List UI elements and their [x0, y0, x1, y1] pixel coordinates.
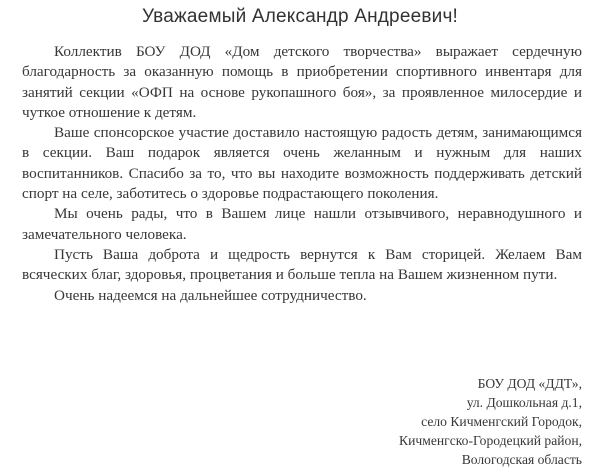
paragraph-appreciation: Мы очень рады, что в Вашем лице нашли отзывчивого, неравнодушного и замечательного человека.	[22, 205, 582, 243]
sender-village: село Кичменгский Городок,	[421, 414, 582, 429]
letter-body	[22, 42, 582, 306]
sender-signature-block	[399, 374, 582, 469]
paragraph-gratitude: Коллектив БОУ ДОД «Дом детского творчества» выражает сердечную благодарность за оказанную помощь в приобретении спортивного инвентаря для занятий секции «ОФП на основе рукопашного боя», за проявленное милосердие и чуткое отношение к детям.	[22, 43, 582, 121]
letter-greeting: Уважаемый Александр Андреевич!	[141, 6, 459, 27]
sender-street: ул. Дошкольная д.1,	[466, 395, 582, 410]
paragraph-cooperation: Очень надеемся на дальнейшее сотрудничество.	[54, 286, 367, 304]
sender-region: Вологодская область	[461, 452, 582, 467]
sender-district: Кичменгско-Городецкий район,	[399, 433, 582, 448]
paragraph-wishes: Пусть Ваша доброта и щедрость вернутся к Вам сторицей. Желаем Вам всяческих благ, здоровья, процветания и больше тепла на Вашем жизненном пути.	[22, 245, 582, 284]
paragraph-sponsorship: Ваше спонсорское участие доставило настоящую радость детям, занимающимся в секции. Ваш подарок является очень желанным и нужным для наших воспитанников. Спасибо за то, что вы находите возможность поддерживать детский спорт на селе, заботитесь о здоровье подрастающего поколения.	[22, 124, 582, 203]
sender-organization: БОУ ДОД «ДДТ»,	[477, 376, 582, 391]
